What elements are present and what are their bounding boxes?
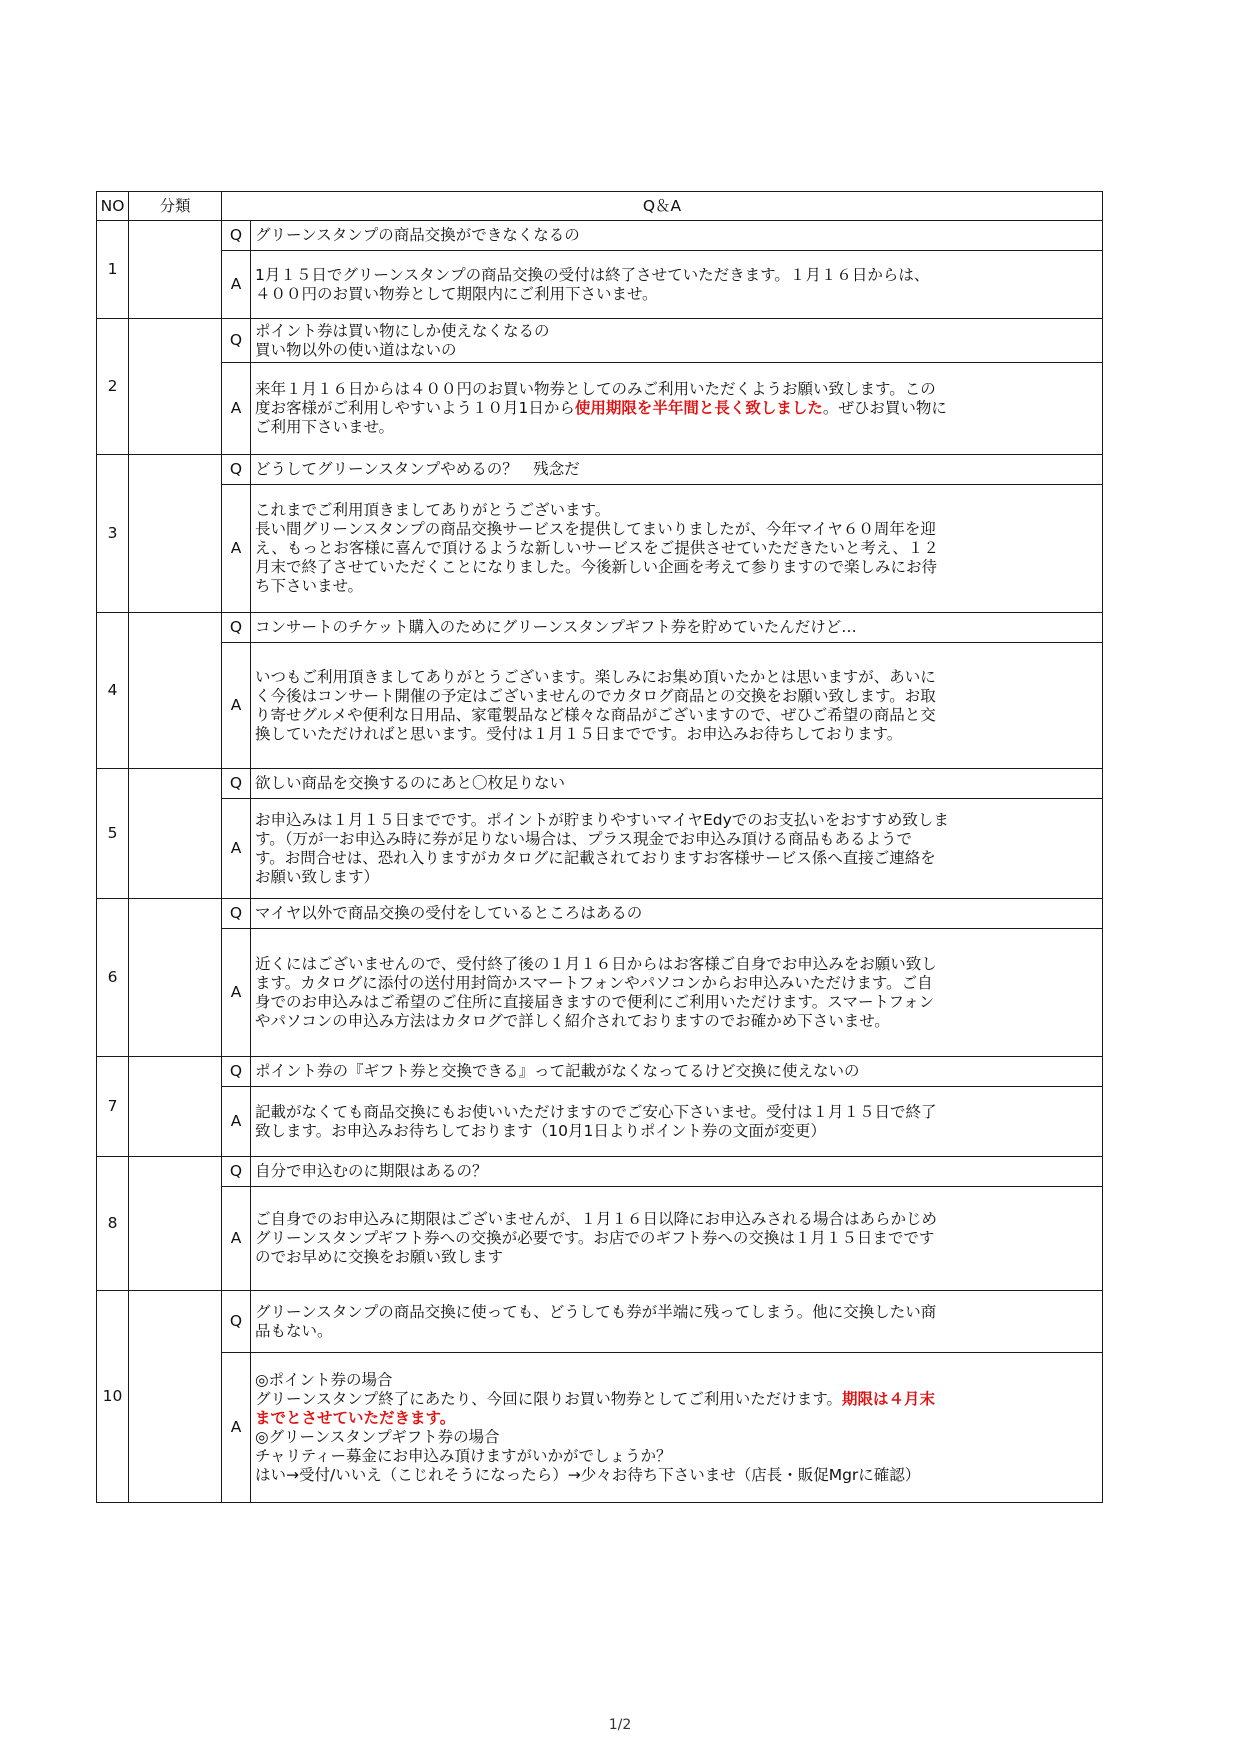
question-line: 品もない。: [255, 1321, 333, 1340]
a-label: A: [222, 643, 251, 769]
answer-line: [255, 1210, 1100, 1229]
answer-segment: 月末で終了させていただくことになりました。今後新しい企画を考えて参りますので楽しみにお待: [255, 558, 938, 576]
question-line: ポイント券の『ギフト券と交換できる』って記載がなくなってるけど交換に使えないの: [255, 1062, 860, 1080]
answer-segment: お願い致します）: [255, 867, 380, 886]
answer-line: [255, 285, 1100, 304]
answer-line: [255, 830, 1100, 849]
question-text: [251, 221, 1103, 251]
answer-line: [255, 418, 1100, 437]
answer-segment: 致します。お申込みお待ちしております（10月1日よりポイント券の文面が変更）: [255, 1121, 826, 1140]
answer-segment: お申込みは１月１５日までです。ポイントが貯まりやすいマイヤEdyでのお支払いをおすすめ致しま: [255, 810, 949, 829]
answer-segment: グリーンスタンプ終了にあたり、今回に限りお買い物券としてご利用いただけます。: [255, 1389, 842, 1408]
question-row: [97, 1291, 1103, 1353]
answer-line: [255, 868, 1100, 887]
question-line: ポイント券は買い物にしか使えなくなるの: [255, 321, 550, 340]
answer-line: [255, 687, 1100, 706]
category-cell: [129, 1057, 222, 1157]
answer-line: [255, 520, 1100, 539]
answer-segment: 記載がなくても商品交換にもお使いいただけますのでご安心下さいませ。受付は１月１５日で終了: [255, 1102, 937, 1121]
answer-line: [255, 1103, 1100, 1122]
emphasis-text: までとさせていただきます。: [255, 1408, 456, 1427]
answer-segment: 身でのお申込みはご希望のご住所に直接届きますので便利にご利用いただけます。スマートフォン: [255, 992, 935, 1011]
answer-segment: 度お客様がご利用しやすいよう１０月1日から: [255, 399, 575, 417]
q-label: Q: [222, 1291, 251, 1353]
answer-line: [255, 1447, 1100, 1466]
category-cell: [129, 319, 222, 455]
answer-text: [251, 643, 1103, 769]
answer-text: [251, 1187, 1103, 1291]
a-label: A: [222, 929, 251, 1057]
answer-text: [251, 251, 1103, 319]
answer-line: [255, 558, 1100, 577]
answer-line: [255, 1371, 1100, 1390]
question-line: マイヤ以外で商品交換の受付をしているところはあるの: [255, 904, 643, 922]
answer-segment: 近くにはございませんので、受付終了後の１月１６日からはお客様ご自身でお申込みをお願い致し: [255, 954, 937, 973]
question-line: 買い物以外の使い道はないの: [255, 340, 457, 359]
question-line: グリーンスタンプの商品交換ができなくなるの: [255, 226, 580, 244]
answer-segment: はい→受付/いいえ（こじれそうになったら）→少々お待ち下さいませ（店長・販促Mgrに確認）: [255, 1465, 921, 1484]
row-number: 7: [97, 1057, 129, 1157]
answer-text: [251, 485, 1103, 613]
answer-line: [255, 706, 1100, 725]
answer-text: [251, 799, 1103, 899]
a-label: A: [222, 363, 251, 455]
header-category: 分類: [129, 192, 222, 221]
answer-line: [255, 955, 1100, 974]
answer-line: [255, 1122, 1100, 1141]
question-row: [97, 1157, 1103, 1187]
category-cell: [129, 769, 222, 899]
answer-line: [255, 1409, 1100, 1428]
question-line: 欲しい商品を交換するのにあと〇枚足りない: [255, 774, 566, 792]
row-number: 10: [97, 1291, 129, 1503]
question-text: [251, 613, 1103, 643]
answer-line: [255, 1248, 1100, 1267]
question-text: [251, 769, 1103, 799]
answer-segment: く今後はコンサート開催の予定はございませんのでカタログ商品との交換をお願い致します。お取: [255, 686, 936, 705]
a-label: A: [222, 799, 251, 899]
header-qa: Q＆A: [222, 192, 1103, 221]
answer-line: [255, 1466, 1100, 1485]
category-cell: [129, 1291, 222, 1503]
answer-segment: 来年１月１６日からは４００円のお買い物券としてのみご利用いただくようお願い致します。この: [255, 380, 936, 398]
answer-row: [97, 1353, 1103, 1503]
q-label: Q: [222, 455, 251, 485]
answer-row: [97, 643, 1103, 769]
answer-segment: ◎グリーンスタンプギフト券の場合: [255, 1427, 500, 1446]
row-number: 3: [97, 455, 129, 613]
answer-text: [251, 1353, 1103, 1503]
answer-segment: り寄せグルメや便利な日用品、家電製品など様々な商品がございますので、ぜひご希望の商品と交: [255, 705, 936, 724]
question-row: [97, 899, 1103, 929]
answer-line: [255, 399, 1100, 418]
category-cell: [129, 1157, 222, 1291]
answer-line: [255, 501, 1100, 520]
category-cell: [129, 899, 222, 1057]
page-number: 1/2: [608, 1717, 632, 1733]
answer-segment: チャリティー募金にお申込み頂けますがいかがでしょうか？: [255, 1446, 672, 1465]
a-label: A: [222, 485, 251, 613]
answer-line: [255, 1229, 1100, 1248]
answer-row: [97, 929, 1103, 1057]
answer-row: [97, 251, 1103, 319]
answer-segment: す。お問合せは、恐れ入りますがカタログに記載されておりますお客様サービス係へ直接ご連絡を: [255, 848, 936, 867]
q-label: Q: [222, 613, 251, 643]
answer-line: [255, 1428, 1100, 1447]
answer-row: [97, 1087, 1103, 1157]
a-label: A: [222, 1087, 251, 1157]
answer-text: [251, 1087, 1103, 1157]
q-label: Q: [222, 1157, 251, 1187]
answer-line: [255, 668, 1100, 687]
a-label: A: [222, 251, 251, 319]
a-label: A: [222, 1353, 251, 1503]
question-line: コンサートのチケット購入のためにグリーンスタンプギフト券を貯めていたんだけど…: [255, 618, 857, 636]
table-header-row: [97, 192, 1103, 221]
row-number: 2: [97, 319, 129, 455]
question-row: [97, 221, 1103, 251]
answer-segment: ◎ポイント券の場合: [255, 1370, 393, 1389]
answer-line: [255, 380, 1100, 399]
category-cell: [129, 613, 222, 769]
question-row: [97, 319, 1103, 363]
question-text: [251, 899, 1103, 929]
question-row: [97, 613, 1103, 643]
answer-segment: グリーンスタンプギフト券への交換が必要です。お店でのギフト券への交換は１月１５日までです: [255, 1229, 935, 1247]
question-row: [97, 455, 1103, 485]
answer-segment: のでお早めに交換をお願い致します: [255, 1248, 504, 1266]
q-label: Q: [222, 1057, 251, 1087]
answer-segment: やパソコンの申込み方法はカタログで詳しく紹介されておりますのでお確かめ下さいませ。: [255, 1011, 890, 1030]
answer-line: [255, 1012, 1100, 1031]
answer-line: [255, 974, 1100, 993]
question-line: どうしてグリーンスタンプやめるの？ 残念だ: [255, 460, 580, 478]
header-no: NO: [97, 192, 129, 221]
answer-segment: ち下さいませ。: [255, 577, 364, 595]
answer-segment: 1月１５日でグリーンスタンプの商品交換の受付は終了させていただきます。１月１６日からは、: [255, 265, 930, 284]
answer-line: [255, 725, 1100, 744]
q-label: Q: [222, 769, 251, 799]
answer-line: [255, 266, 1100, 285]
emphasis-text: 使用期限を半年間と長く致しました: [574, 399, 823, 417]
answer-row: [97, 363, 1103, 455]
question-text: [251, 455, 1103, 485]
row-number: 5: [97, 769, 129, 899]
answer-segment: ４００円のお買い物券として期限内にご利用下さいませ。: [255, 284, 658, 303]
row-number: 4: [97, 613, 129, 769]
answer-segment: 長い間グリーンスタンプの商品交換サービスを提供してまいりましたが、今年マイヤ６０周年を迎: [255, 520, 936, 538]
category-cell: [129, 221, 222, 319]
answer-segment: ご自身でのお申込みに期限はございませんが、１月１６日以降にお申込みされる場合はあらかじめ: [255, 1210, 938, 1228]
q-label: Q: [222, 319, 251, 363]
a-label: A: [222, 1187, 251, 1291]
answer-segment: いつもご利用頂きましてありがとうございます。楽しみにお集め頂いたかとは思いますが、あいに: [255, 667, 936, 686]
answer-segment: ます。カタログに添付の送付用封筒かスマートフォンやパソコンからお申込みいただけます。ご自: [255, 973, 933, 992]
answer-text: [251, 929, 1103, 1057]
answer-line: [255, 1390, 1100, 1409]
answer-segment: え、もっとお客様に喜んで頂けるような新しいサービスをご提供させていただきたいと考え、１２: [255, 539, 939, 557]
answer-line: [255, 993, 1100, 1012]
question-line: グリーンスタンプの商品交換に使っても、どうしても券が半端に残ってしまう。他に交換したい商: [255, 1302, 937, 1321]
answer-line: [255, 539, 1100, 558]
question-text: [251, 1057, 1103, 1087]
question-row: [97, 769, 1103, 799]
answer-line: [255, 577, 1100, 596]
question-text: [251, 1157, 1103, 1187]
question-text: [251, 319, 1103, 363]
row-number: 6: [97, 899, 129, 1057]
answer-row: [97, 799, 1103, 899]
question-line: 自分で申込むのに期限はあるの？: [255, 1162, 488, 1180]
answer-line: [255, 849, 1100, 868]
q-label: Q: [222, 221, 251, 251]
answer-row: [97, 485, 1103, 613]
question-text: [251, 1291, 1103, 1353]
answer-segment: これまでご利用頂きましてありがとうございます。: [255, 501, 611, 519]
answer-text: [251, 363, 1103, 455]
q-label: Q: [222, 899, 251, 929]
question-row: [97, 1057, 1103, 1087]
qa-table-body: [97, 221, 1103, 1503]
row-number: 1: [97, 221, 129, 319]
qa-table: [96, 191, 1103, 1503]
answer-segment: 換していただければと思います。受付は１月１５日までです。お申込みお待ちしております。: [255, 724, 903, 743]
category-cell: [129, 455, 222, 613]
emphasis-text: 期限は４月末: [842, 1389, 936, 1408]
answer-segment: 。ぜひお買い物に: [822, 399, 947, 417]
answer-segment: ご利用下さいませ。: [255, 418, 395, 436]
answer-row: [97, 1187, 1103, 1291]
answer-line: [255, 811, 1100, 830]
answer-segment: す。（万が一お申込み時に券が足りない場合は、プラス現金でお申込み頂ける商品もあるようで: [255, 829, 913, 848]
row-number: 8: [97, 1157, 129, 1291]
